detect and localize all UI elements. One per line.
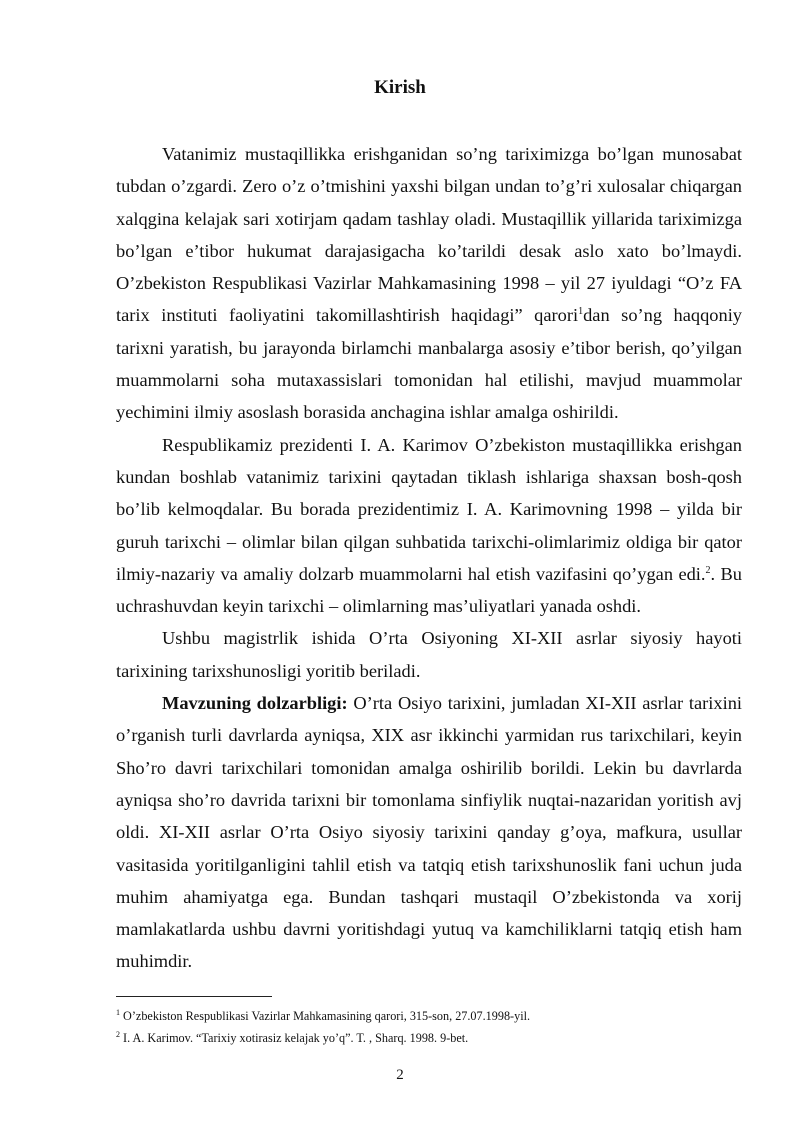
paragraph-4 [116, 687, 742, 978]
page-number: 2 [396, 1067, 404, 1083]
footnote-2-number: 2 [116, 1029, 120, 1039]
footnote-1-number: 1 [116, 1007, 120, 1017]
paragraph-2 [116, 429, 742, 623]
section-heading-dolzarbligi: Mavzuning dolzarbligi: [162, 693, 348, 714]
paragraph-2-text-a: Respublikamiz prezidenti I. A. Karimov O’zbekiston mustaqillikka erishgan kundan boshlab vatanimiz tarixini qaytadan tiklash ishlariga shaxsan bosh-qosh bo’lib kelmoqdalar. Bu borada prezidentimiz I. A. Karimovning 1998 – yilda bir guruh tarixchi – olimlar bilan qilgan suhbatida tarixchi-olimlarimiz oldiga bir qator ilmiy-nazariy va amaliy dolzarb muammolarni hal etish vazifasini qo’ygan edi. [116, 434, 742, 584]
paragraph-1-text-b: dan so’ng haqqoniy tarixni yaratish, bu jarayonda birlamchi manbalarga asosiy e’tibor berish, qo’yilgan muammolarni soha mutaxassislari tomonidan hal etilishi, mavjud muammolar yechimini ilmiy asoslash borasida anchagina ishlar amalga oshirildi. [116, 305, 742, 423]
page-title: Kirish [374, 77, 426, 98]
footnote-1-text: O’zbekiston Respublikasi Vazirlar Mahkamasining qarori, 315-son, 27.07.1998-yil. [123, 1009, 531, 1023]
paragraph-2-text-b: . Bu uchrashuvdan keyin tarixchi – olimlarning mas’uliyatlari yanada oshdi. [116, 563, 742, 617]
footnote-2 [116, 1028, 742, 1048]
paragraph-3: Ushbu magistrlik ishida O’rta Osiyoning XI-XII asrlar siyosiy hayoti tarixining tarixshunosligi yoritib beriladi. [116, 628, 742, 681]
document-body [116, 138, 742, 978]
footnotes [116, 1006, 742, 1050]
paragraph-1 [116, 138, 742, 429]
paragraph-1-text-a: Vatanimiz mustaqillikka erishganidan so’ng tariximizga bo’lgan munosabat tubdan o’zgardi. Zero o’z o’tmishini yaxshi bilgan undan to’g’ri xulosalar chiqargan xalqgina kelajak sari xotirjam qadam tashlay oladi. Mustaqillik yillarida tariximizga bo’lgan e’tibor hukumat darajasigacha ko’tarildi desak aslo xato bo’lmaydi. O’zbekiston Respublikasi Vazirlar Mahkamasining 1998 – yil 27 iyuldagi “O’z FA tarix instituti faoliyatini takomillashtirish haqidagi” qarori [116, 144, 742, 326]
footnote-ref-1[interactable]: 1 [578, 306, 584, 318]
footnote-2-text: I. A. Karimov. “Tarixiy xotirasiz kelajak yo’q”. T. , Sharq. 1998. 9-bet. [123, 1031, 469, 1045]
footnote-separator [116, 996, 272, 997]
footnote-ref-2[interactable]: 2 [705, 564, 711, 576]
footnote-1 [116, 1006, 742, 1026]
paragraph-4-text: O’rta Osiyo tarixini, jumladan XI-XII asrlar tarixini o’rganish turli davrlarda ayniqsa, XIX asr ikkinchi yarmidan rus tarixchilari, keyin Sho’ro davri tarixchilari tomonidan amalga oshirilib borildi. Lekin bu davrlarda ayniqsa sho’ro davrida tarixni bir tomonlama sinfiylik nuqtai-nazaridan yoritish avj oldi. XI-XII asrlar O’rta Osiyo siyosiy tarixini qanday g’oya, mafkura, usullar vasitasida yoritilganligini tahlil etish va tatqiq etish tarixshunoslik fani uchun juda muhim ahamiyatga ega. Bundan tashqari mustaqil O’zbekistonda va xorij mamlakatlarda ushbu davrni yoritishdagi yutuq va kamchiliklarni tatqiq etish ham muhimdir. [116, 693, 742, 972]
